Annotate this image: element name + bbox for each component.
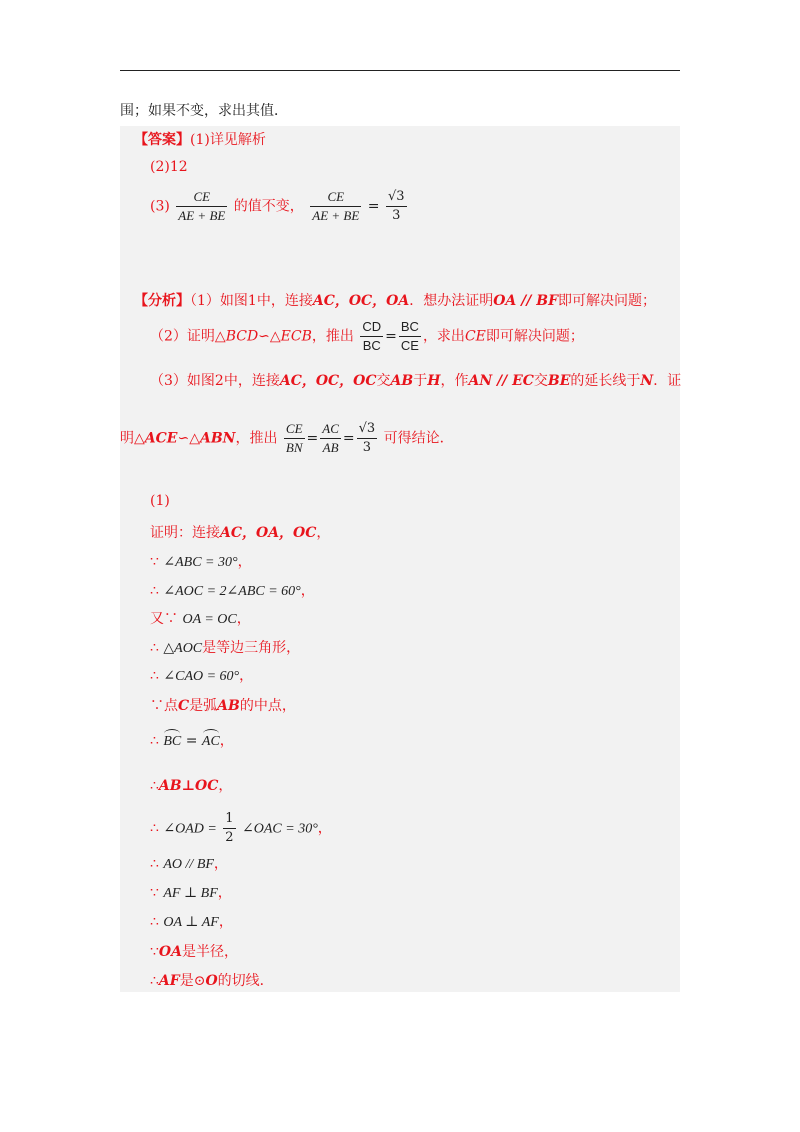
analysis-text: 可得结论． [383,430,454,447]
therefore-symbol: ∴ [150,973,159,989]
answer-part-3-text: 的值不变， [233,198,304,215]
half-fraction [223,810,235,847]
because-symbol: ∵ [164,611,178,627]
proof-step-0: (1) [150,493,170,509]
proof-math: OA = OC [182,612,237,627]
therefore-symbol: ∴ [150,668,159,684]
proof-math: O [205,973,218,989]
fraction-numerator: 1 [223,810,235,829]
proof-text: 是等边三角形， [202,640,301,656]
proof-step-4 [150,608,251,628]
analysis-text: 明△ [120,430,145,447]
equals-sign: = [306,430,319,447]
proof-math: AB [217,698,240,714]
analysis-math: AC，OC，OC [279,373,377,389]
fraction-denominator: 3 [392,208,401,223]
equals-sign: = [385,328,397,345]
proof-math: ∠CAO = 60° [163,669,240,684]
therefore-symbol: ∴ [150,583,159,599]
fraction-numerator: √3 [386,188,407,207]
arc-bc: BC [163,734,182,749]
answer-value-fraction [386,188,407,225]
analysis-text: 的延长线于 [570,373,641,389]
analysis-text: ，推出 [311,328,354,345]
fraction-numerator: CD [360,318,383,337]
proof-step-7 [150,695,296,715]
proof-text: 点 [164,698,178,714]
analysis-fraction [357,420,378,457]
equals-sign: = [367,198,380,215]
analysis-text: 交 [376,373,391,389]
proof-text: 是⊙ [179,973,206,989]
fraction-numerator: AC [320,420,341,439]
analysis-fraction [284,420,305,457]
analysis-math: BE [547,373,571,389]
analysis-label: 【分析】 [134,293,190,309]
proof-text: ， [300,583,315,599]
proof-math: AO // BF [163,857,214,872]
proof-text: 的切线． [217,973,274,989]
proof-math: △AOC [163,641,203,656]
analysis-fraction [399,318,421,355]
proof-text: ， [213,856,228,872]
proof-text: ， [316,525,331,541]
proof-math: OA ⊥ AF [163,915,219,930]
proof-text: ， [317,820,332,837]
because-symbol: ∵ [150,554,159,570]
analysis-math: AN // EC [468,373,534,389]
proof-math: AB⊥OC [158,778,219,794]
analysis-text: ．证 [653,373,682,389]
therefore-symbol: ∴ [150,640,159,656]
fraction-denominator: 2 [225,830,234,845]
equals-sign: = [185,733,198,749]
proof-text: ， [217,885,232,901]
analysis-line-3 [150,370,681,390]
analysis-math: ABN [199,430,236,447]
proof-text: 是弧 [189,698,218,714]
proof-step-9 [150,775,232,795]
proof-step-10 [150,810,332,847]
answer-part-2: (2)12 [150,159,188,175]
analysis-math: ECB [280,328,312,345]
analysis-math: BCD [225,328,259,345]
proof-math: AC，OA，OC [220,525,317,541]
proof-step-14 [150,941,238,961]
analysis-math: ACE [144,430,178,447]
analysis-fraction [360,318,383,355]
proof-math: ∠AOC = 2∠ABC = 60° [163,584,301,599]
therefore-symbol: ∴ [150,778,159,794]
fraction-numerator: CE [176,188,227,207]
analysis-text: ，作 [440,373,469,389]
analysis-line-1 [134,290,656,310]
answer-part-3-prefix: (3) [150,198,170,215]
proof-step-8 [150,730,234,750]
analysis-text: ，推出 [235,430,278,447]
fraction-numerator: BC [399,318,421,337]
proof-step-12 [150,882,232,902]
because-symbol: ∵ [150,698,164,714]
analysis-text: （3）如图2中，连接 [150,373,280,389]
answer-fraction-2 [310,188,361,225]
analysis-text: （1）如图1中，连接 [190,293,313,309]
proof-text: ， [236,611,251,627]
proof-step-11 [150,853,228,873]
proof-text: 是半径， [181,944,238,960]
analysis-text: 交 [533,373,548,389]
fraction-numerator: CE [310,188,361,207]
fraction-denominator: 3 [362,440,372,455]
equals-sign: = [342,430,355,447]
proof-math: AF ⊥ BF [163,886,218,901]
analysis-text: ．想办法证明 [409,293,494,309]
analysis-text: ∽△ [258,328,281,345]
fraction-denominator: AE + BE [178,208,226,223]
answer-fraction [176,188,227,225]
proof-math: AF [158,973,180,989]
fraction-numerator: √3 [357,420,378,439]
answer-part-1: (1)详见解析 [190,132,266,148]
proof-step-13 [150,911,233,931]
header-rule [120,70,680,71]
proof-text: ， [237,554,252,570]
proof-math: ∠OAD = [163,821,217,837]
arc-ac: AC [201,734,220,749]
analysis-text: 于 [413,373,428,389]
fraction-denominator: BN [285,440,303,455]
proof-math: ∠OAC = 30° [242,821,318,837]
proof-math: C [178,698,190,714]
fraction-denominator: CE [400,338,419,353]
therefore-symbol: ∴ [150,820,159,837]
proof-step-6 [150,665,253,685]
answer-line-1 [134,129,266,149]
proof-text: ， [239,668,254,684]
analysis-math: N [640,373,654,389]
analysis-math: OA // BF [493,293,559,309]
fraction-denominator: AE + BE [312,208,360,223]
proof-step-3 [150,580,315,600]
analysis-math: H [427,373,441,389]
proof-step-2 [150,551,252,571]
analysis-fraction [320,420,341,457]
proof-math: ∠ABC = 30° [163,555,238,570]
because-symbol: ∵ [150,885,159,901]
proof-text: 又 [150,611,164,627]
therefore-symbol: ∴ [150,914,159,930]
analysis-text: 即可解决问题； [485,328,584,345]
analysis-text: 即可解决问题； [558,293,657,309]
proof-math: OA [158,944,182,960]
analysis-math: AC，OC，OA [312,293,410,309]
analysis-math: CE [464,328,486,345]
therefore-symbol: ∴ [150,733,159,749]
question-tail: 围；如果不变，求出其值． [120,103,288,119]
fraction-numerator: CE [284,420,305,439]
because-symbol: ∵ [150,944,159,960]
therefore-symbol: ∴ [150,856,159,872]
proof-text: 证明：连接 [150,525,220,541]
analysis-math: AB [390,373,414,389]
analysis-text: ∽△ [177,430,200,447]
analysis-line-4 [120,420,454,457]
proof-text: 的中点， [239,698,296,714]
proof-text: ， [218,914,233,930]
analysis-text: ，求出 [422,328,465,345]
analysis-line-2 [150,318,584,355]
proof-text: ， [219,733,234,749]
answer-label: 【答案】 [134,132,190,148]
proof-text: ， [218,778,233,794]
analysis-text: （2）证明△ [150,328,226,345]
proof-step-15 [150,970,274,990]
fraction-denominator: BC [362,338,381,353]
answer-line-3 [150,188,409,225]
proof-step-5 [150,637,300,657]
fraction-denominator: AB [322,440,339,455]
proof-step-1 [150,522,330,542]
